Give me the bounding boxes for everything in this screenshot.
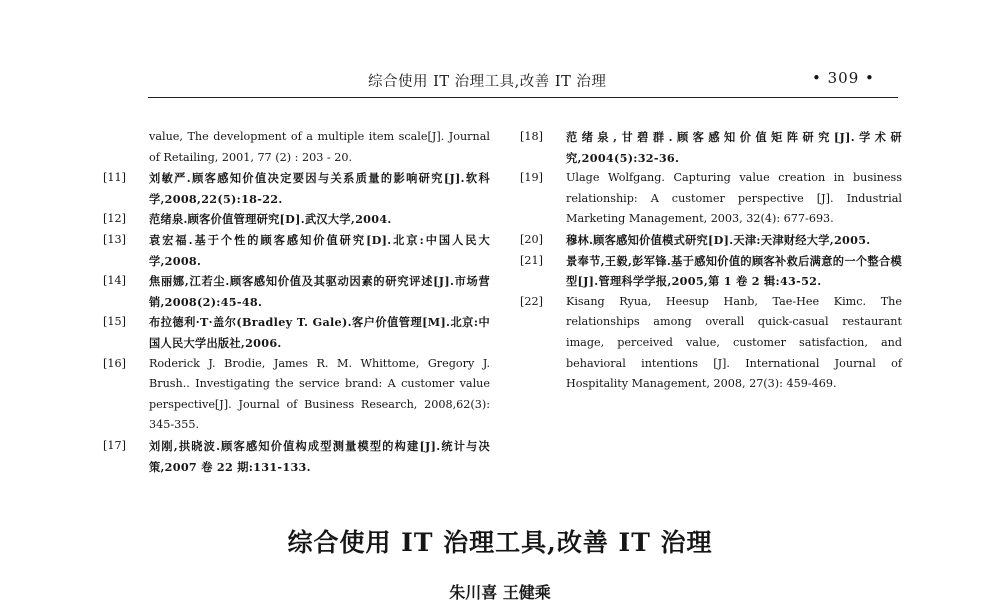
- reference-text: 景奉节,王毅,彭军锋.基于感知价值的顾客补救后满意的一个整合模型[J].管理科学学报,2005,第 1 卷 2 辑:43-52.: [566, 253, 902, 289]
- reference-text: Kisang Ryua, Heesup Hanb, Tae-Hee Kimc. The relationships among overall quick-casual restaurant image, perceived value, customer satisfaction, and behavioral intentions [J]. International Journal of Hospitality Management, 2008, 27(3): 459-469.: [566, 294, 902, 391]
- reference-item: [103, 354, 490, 436]
- reference-text: Roderick J. Brodie, James R. M. Whittome, Gregory J. Brush.. Investigating the service brand: A customer value perspective[J]. Journal of Business Research, 2008,62(3): 345-355.: [149, 356, 490, 432]
- reference-number: [16]: [103, 356, 126, 370]
- header-rule: [148, 97, 898, 98]
- reference-number: [15]: [103, 315, 126, 329]
- reference-number: [11]: [103, 171, 126, 185]
- reference-item: [103, 436, 490, 477]
- page-number: • 309 •: [812, 69, 875, 87]
- reference-number: [13]: [103, 232, 126, 246]
- reference-number: [19]: [520, 171, 543, 185]
- reference-text: 焦丽娜,江若尘.顾客感知价值及其驱动因素的研究评述[J].市场营销,2008(2):45-48.: [149, 274, 490, 309]
- reference-text: 范绪泉.顾客价值管理研究[D].武汉大学,2004.: [149, 212, 392, 227]
- reference-item: [103, 271, 490, 312]
- reference-item: [103, 312, 490, 353]
- reference-text: 布拉德利·T·盖尔(Bradley T. Gale).客户价值管理[M].北京:中国人民大学出版社,2006.: [149, 315, 490, 350]
- reference-list-left: [103, 127, 490, 477]
- reference-item: [103, 230, 490, 271]
- reference-number: [21]: [520, 253, 543, 267]
- reference-item: [520, 251, 902, 292]
- reference-item: [520, 292, 902, 395]
- reference-text: Ulage Wolfgang. Capturing value creation in business relationship: A customer perspective [J]. Industrial Marketing Management, 2003, 32(4): 677-693.: [566, 171, 902, 226]
- reference-text: 刘刚,拱晓波.顾客感知价值构成型测量模型的构建[J].统计与决策,2007 卷 22 期:131-133.: [149, 438, 490, 474]
- reference-text: value, The development of a multiple item scale[J]. Journal of Retailing, 2001, 77 (2) : 203 - 20.: [149, 130, 490, 164]
- reference-number: [22]: [520, 294, 543, 308]
- reference-number: [17]: [103, 438, 126, 452]
- reference-number: [18]: [520, 130, 543, 143]
- reference-text: 穆林.顾客感知价值模式研究[D].天津:天津财经大学,2005.: [566, 232, 871, 247]
- reference-text: 袁宏福.基于个性的顾客感知价值研究[D].北京:中国人民大学,2008.: [149, 232, 490, 268]
- article-title: 综合使用 IT 治理工具,改善 IT 治理: [287, 528, 713, 557]
- reference-item: [520, 127, 902, 168]
- reference-item: [103, 168, 490, 209]
- reference-item: [103, 127, 490, 168]
- reference-item: [103, 209, 490, 230]
- reference-list-right: [520, 127, 902, 395]
- running-title: 综合使用 IT 治理工具,改善 IT 治理: [368, 74, 607, 90]
- reference-number: [103, 127, 149, 168]
- reference-item: [520, 230, 902, 251]
- reference-text: 范绪泉,甘碧群.顾客感知价值矩阵研究[J].学术研究,2004(5):32-36.: [566, 130, 902, 165]
- reference-number: [20]: [520, 232, 543, 246]
- reference-number: [14]: [103, 274, 126, 288]
- reference-number: [12]: [103, 212, 126, 226]
- reference-item: [520, 168, 902, 230]
- article-authors: 朱川喜 王健乘: [449, 583, 551, 602]
- running-header: [0, 70, 1000, 94]
- reference-text: 刘敏严.顾客感知价值决定要因与关系质量的影响研究[J].软科学,2008,22(5):18-22.: [149, 171, 490, 206]
